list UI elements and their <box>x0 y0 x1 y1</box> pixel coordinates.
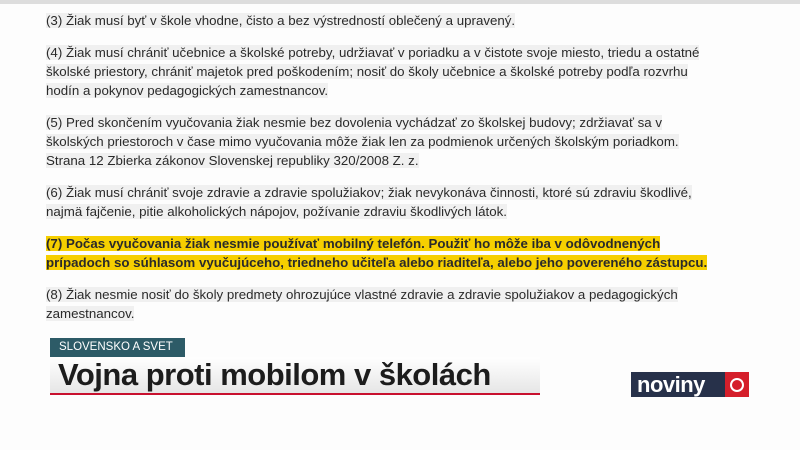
paragraph <box>46 43 766 100</box>
paragraph-line: zamestnancov. <box>46 306 135 321</box>
category-tag: SLOVENSKO A SVET <box>50 338 185 357</box>
paragraph-line: (8) Žiak nesmie nosiť do školy predmety ohrozujúce vlastné zdravie a zdravie spolužiakov a pedagogických <box>46 287 678 302</box>
paragraph <box>46 113 766 170</box>
paragraph-line: hodín a pokynov pedagogických zamestnancov. <box>46 83 329 98</box>
headline: Vojna proti mobilom v školách <box>50 357 540 395</box>
paragraph-line: Strana 12 Zbierka zákonov Slovenskej republiky 320/2008 Z. z. <box>46 153 419 168</box>
paragraph-line: školských priestoroch v čase mimo vyučovania môže žiak len za podmienok určených školským poriadkom. <box>46 134 679 149</box>
document-excerpt <box>46 11 766 336</box>
paragraph-line: školské priestory, chrániť majetok pred poškodením; nosiť do školy učebnice a školské potreby podľa rozvrhu <box>46 64 688 79</box>
paragraph-line: najmä fajčenie, pitie alkoholických nápojov, požívanie zdraviu škodlivých látok. <box>46 204 507 219</box>
channel-logo <box>631 372 749 397</box>
paragraph-line: (7) Počas vyučovania žiak nesmie používať mobilný telefón. Použiť ho môže iba v odôvodnených <box>46 236 661 251</box>
logo-text: noviny <box>637 371 705 397</box>
top-border <box>0 0 800 4</box>
paragraph-line: (3) Žiak musí byť v škole vhodne, čisto a bez výstredností oblečený a upravený. <box>46 13 516 28</box>
paragraph <box>46 285 766 323</box>
paragraph-line: (5) Pred skončením vyučovania žiak nesmie bez dovolenia vychádzať zo školskej budovy; zdržiavať sa v <box>46 115 663 130</box>
paragraph <box>46 11 766 30</box>
highlighted-paragraph <box>46 234 766 272</box>
paragraph-line: (6) Žiak musí chrániť svoje zdravie a zdravie spolužiakov; žiak nevykonáva činnosti, ktoré sú zdraviu škodlivé, <box>46 185 692 200</box>
paragraph-line: prípadoch so súhlasom vyučujúceho, triedneho učiteľa alebo riaditeľa, alebo jeho povereného zástupcu. <box>46 255 708 270</box>
tv-joj-circle-icon <box>725 372 749 397</box>
paragraph-line: (4) Žiak musí chrániť učebnice a školské potreby, udržiavať v poriadku a v čistote svoje miesto, triedu a ostatné <box>46 45 700 60</box>
paragraph <box>46 183 766 221</box>
